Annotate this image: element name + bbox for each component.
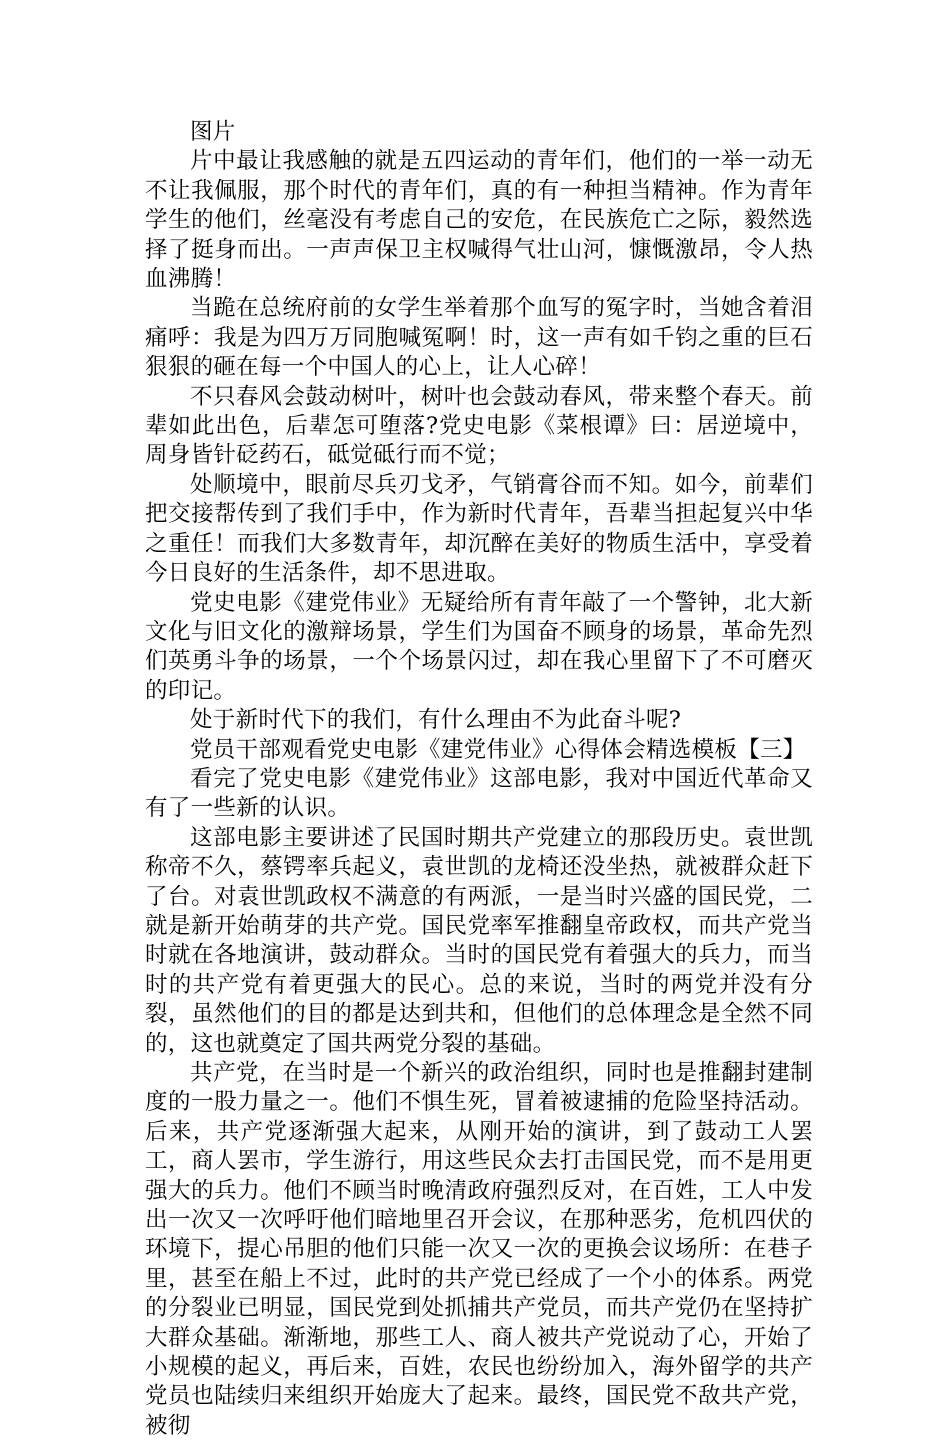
paragraph-after-watching: 看完了党史电影《建党伟业》这部电影，我对中国近代革命又有了一些新的认识。 <box>145 765 813 822</box>
paragraph-film-summary: 这部电影主要讲述了民国时期共产党建立的那段历史。袁世凯称帝不久，蔡锷率兵起义，袁世凯的龙椅还没坐热，就被群众赶下了台。对袁世凯政权不满意的有两派，一是当时兴盛的国民党，二就是新开始萌芽的共产党。国民党率军推翻皇帝政权，而共产党当时就在各地演讲，鼓动群众。当时的国民党有着强大的兵力，而当时的共产党有着更强大的民心。总的来说，当时的两党并没有分裂，虽然他们的目的都是达到共和，但他们的总体理念是全然不同的，这也就奠定了国共两党分裂的基础。 <box>145 824 813 1057</box>
section-heading: 党员干部观看党史电影《建党伟业》心得体会精选模板【三】 <box>190 736 806 763</box>
paragraph-picture-label: 图片 <box>190 119 236 145</box>
document-page <box>145 118 813 1441</box>
paragraph-question: 处于新时代下的我们，有什么理由不为此奋斗呢? <box>190 707 682 734</box>
paragraph-may-fourth-youth: 片中最让我感触的就是五四运动的青年们，他们的一举一动无不让我佩服，那个时代的青年们，真的有一种担当精神。作为青年学生的他们，丝毫没有考虑自己的安危，在民族危亡之际，毅然选择了挺身而出。一声声保卫主权喊得气壮山河，慷慨激昂，令人热血沸腾！ <box>145 148 813 293</box>
paragraph-female-student: 当跪在总统府前的女学生举着那个血写的冤字时，当她含着泪痛呼：我是为四万万同胞喊冤啊！时，这一声有如千钧之重的巨石狠狠的砸在每一个中国人的心上，让人心碎！ <box>145 295 813 381</box>
paragraph-wake-up-call: 党史电影《建党伟业》无疑给所有青年敲了一个警钟，北大新文化与旧文化的激辩场景，学生们为国奋不顾身的场景，革命先烈们英勇斗争的场景，一个个场景闪过，却在我心里留下了不可磨灭的印记。 <box>145 589 813 704</box>
paragraph-communist-party: 共产党，在当时是一个新兴的政治组织，同时也是推翻封建制度的一股力量之一。他们不惧生死，冒着被逮捕的危险坚持活动。后来，共产党逐渐强大起来，从刚开始的演讲，到了鼓动工人罢工，商人罢市，学生游行，用这些民众去打击国民党，而不是用更强大的兵力。他们不顾当时晚清政府强烈反对，在百姓，工人中发出一次又一次呼吁他们暗地里召开会议，在那种恶劣，危机四伏的环境下，提心吊胆的他们只能一次又一次的更换会议场所：在巷子里，甚至在船上不过，此时的共产党已经成了一个小的体系。两党的分裂业已明显，国民党到处抓捕共产党员，而共产党仍在坚持扩大群众基础。渐渐地，那些工人、商人被共产党说动了心，开始了小规模的起义，再后来，百姓，农民也纷纷加入，海外留学的共产党员也陆续归来组织开始庞大了起来。最终，国民党不敌共产党，被彻 <box>145 1060 813 1439</box>
paragraph-spring-wind: 不只春风会鼓动树叶，树叶也会鼓动春风，带来整个春天。前辈如此出色，后辈怎可堕落?党史电影《菜根谭》曰：居逆境中，周身皆针砭药石，砥觉砥行而不觉； <box>145 383 813 469</box>
paragraph-favorable-circumstances: 处顺境中，眼前尽兵刃戈矛，气销膏谷而不知。如今，前辈们把交接帮传到了我们手中，作为新时代青年，吾辈当担起复兴中华之重任！而我们大多数青年，却沉醉在美好的物质生活中，享受着今日良好的生活条件，却不思进取。 <box>145 471 813 587</box>
